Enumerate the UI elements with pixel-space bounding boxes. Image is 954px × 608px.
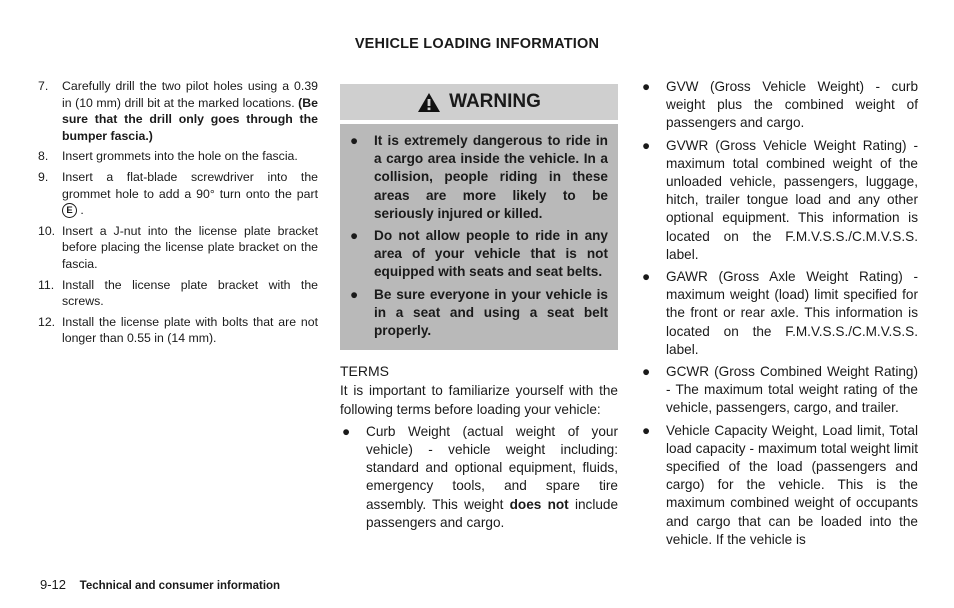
- warning-item: ● Be sure everyone in your vehicle is in a seat and using a seat belt properly.: [350, 286, 608, 339]
- step-number: 10.: [38, 223, 56, 238]
- step-item: [38, 223, 318, 273]
- page-header: VEHICLE LOADING INFORMATION: [354, 36, 600, 52]
- step-number: 12.: [38, 314, 56, 329]
- step-text: Insert a J-nut into the license plate bracket before placing the license plate bracket on the fascia.: [62, 223, 318, 271]
- step-bold-note: (Be sure that the drill only goes through the bumper fascia.): [62, 95, 318, 143]
- section-title: Technical and consumer information: [79, 580, 281, 592]
- warning-header: [340, 84, 618, 120]
- middle-column: [340, 84, 618, 536]
- step-item: [38, 78, 318, 144]
- page-number: 9-12: [40, 577, 67, 592]
- step-number: 9.: [38, 169, 49, 184]
- warning-item: ● Do not allow people to ride in any area of your vehicle that is not equipped with seats and seat belts.: [350, 228, 608, 280]
- definition-item: ● GVW (Gross Vehicle Weight) - curb weight plus the combined weight of passengers and cargo.: [642, 79, 918, 131]
- left-column: [38, 78, 318, 351]
- page-footer: [40, 577, 280, 592]
- definition-item: ● Vehicle Capacity Weight, Load limit, Total load capacity - maximum total weight limit specified of the load (passengers and cargo) for the vehicle. This is the maximum combined weight of occupants and cargo that can be loaded into the vehicle. If the vehicle is: [642, 422, 918, 547]
- right-column: [640, 78, 918, 553]
- terms-title: TERMS: [340, 363, 389, 380]
- definition-item: ● GCWR (Gross Combined Weight Rating) - The maximum total weight rating of the vehicle, passengers, cargo, and trailer.: [642, 364, 918, 416]
- warning-box: [340, 124, 618, 350]
- part-e-marker-icon: E: [62, 203, 77, 218]
- warning-title: WARNING: [449, 90, 541, 112]
- definition-item: ● GVWR (Gross Vehicle Weight Rating) - maximum total combined weight of the unloaded vehicle, passengers, luggage, hitch, trailer tongue load and any other optional equipment. This information is located on the F.M.V.S.S./C.M.V.S.S. label.: [642, 137, 918, 262]
- step-number: 8.: [38, 149, 49, 164]
- curb-weight-item: ● Curb Weight (actual weight of your vehicle) - vehicle weight including: standard and optional equipment, fluids, emergency tools, and spare tire assembly. This weight does not include passengers and cargo.: [342, 423, 619, 530]
- step-item: 9. Insert a flat-blade screwdriver into the grommet hole to add a 90° turn onto the part E .: [38, 169, 318, 218]
- terms-intro: It is important to familiarize yourself with the following terms before loading your vehicle:: [340, 383, 618, 417]
- step-text: Insert grommets into the hole on the fascia.: [62, 149, 298, 164]
- warning-triangle-icon: [417, 92, 441, 113]
- step-text: Insert a flat-blade screwdriver into the grommet hole to add a 90° turn onto the part: [62, 169, 318, 201]
- step-item: [38, 314, 318, 347]
- step-text: Carefully drill the two pilot holes using a 0.39 in (10 mm) drill bit at the marked locations.: [62, 79, 318, 110]
- definition-item: ● GAWR (Gross Axle Weight Rating) - maximum weight (load) limit specified for the front or rear axle. This information is located on the F.M.V.S.S./C.M.V.S.S. label.: [642, 269, 918, 357]
- step-item: [38, 148, 318, 165]
- step-text: Install the license plate bracket with the screws.: [62, 277, 318, 309]
- step-number: 11.: [38, 277, 55, 292]
- step-number: 7.: [38, 79, 49, 93]
- warning-item: ● It is extremely dangerous to ride in a cargo area inside the vehicle. In a collision, people riding in these areas are more likely to be seriously injured or killed.: [350, 133, 608, 221]
- step-item: [38, 277, 318, 310]
- step-text: Install the license plate with bolts that are not longer than 0.55 in (14 mm).: [62, 314, 318, 346]
